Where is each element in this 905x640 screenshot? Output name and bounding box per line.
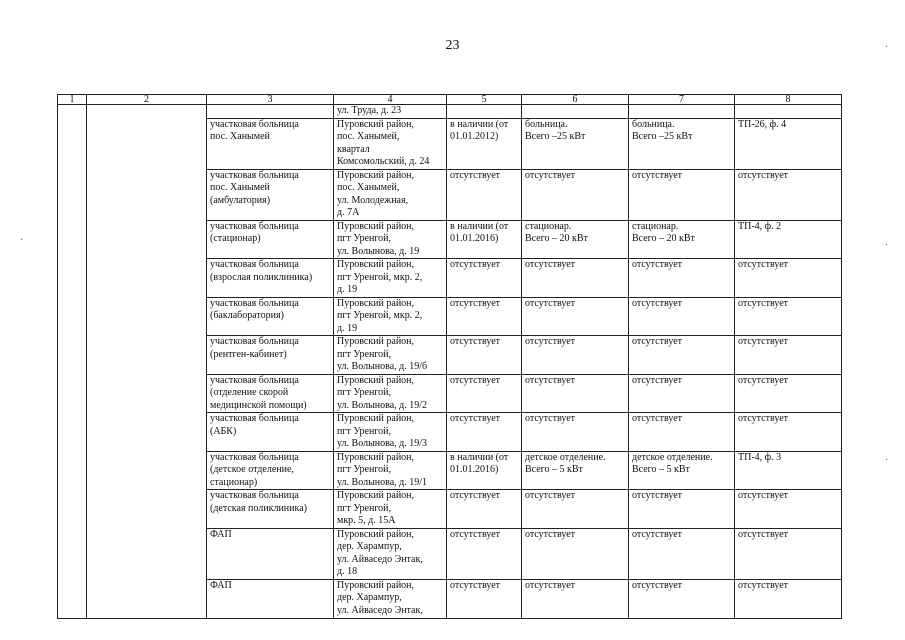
table-cell-c5: отсутствует [447, 374, 522, 413]
table-cell-c7 [629, 105, 735, 119]
table-cell-c4: Пуровский район, пгт Уренгой, мкр. 2, д. 19 [334, 297, 447, 336]
column-header: 1 [58, 95, 87, 105]
table-cell-c4: Пуровский район, пгт Уренгой, мкр. 5, д. 15А [334, 490, 447, 529]
table-cell-c5: отсутствует [447, 413, 522, 452]
table-cell-c4: Пуровский район, пгт Уренгой, ул. Волынова, д. 19/2 [334, 374, 447, 413]
table-cell-c3: участковая больница (стационар) [207, 220, 334, 259]
table-cell-c4: Пуровский район, пос. Ханымей, ул. Молодежная, д. 7А [334, 169, 447, 220]
column-header: 5 [447, 95, 522, 105]
table-cell-c4: Пуровский район, пос. Ханымей, квартал Комсомольский, д. 24 [334, 118, 447, 169]
table-cell-c4: Пуровский район, пгт Уренгой, ул. Волынова, д. 19/3 [334, 413, 447, 452]
table-cell-c5: отсутствует [447, 169, 522, 220]
table-cell-c3: участковая больница пос. Ханымей [207, 118, 334, 169]
merged-empty-cell [87, 105, 207, 619]
table-cell-c8: отсутствует [735, 490, 842, 529]
scan-mark: · [885, 42, 889, 53]
table-cell-c5: отсутствует [447, 528, 522, 579]
table-cell-c5: отсутствует [447, 259, 522, 298]
table-cell-c5: отсутствует [447, 579, 522, 618]
table-cell-c6: отсутствует [522, 169, 629, 220]
data-table [57, 94, 842, 619]
table-cell-c8: отсутствует [735, 413, 842, 452]
table-cell-c7: отсутствует [629, 528, 735, 579]
table-cell-c4: Пуровский район, пгт Уренгой, ул. Волынова, д. 19/б [334, 336, 447, 375]
table-cell-c6: отсутствует [522, 336, 629, 375]
table-cell-c3: участковая больница (детское отделение, стационар) [207, 451, 334, 490]
table-cell-c4: Пуровский район, пгт Уренгой, ул. Волынова, д. 19/1 [334, 451, 447, 490]
table-cell-c7: детское отделение. Всего – 5 кВт [629, 451, 735, 490]
table-cell-c3: участковая больница (баклаборатория) [207, 297, 334, 336]
table-cell-c7: отсутствует [629, 579, 735, 618]
table-cell-c4: Пуровский район, дер. Харампур, ул. Айваседо Энтак, д. 18 [334, 528, 447, 579]
table-cell-c8: отсутствует [735, 169, 842, 220]
table-cell-c4: ул. Труда, д. 23 [334, 105, 447, 119]
table-cell-c6: отсутствует [522, 413, 629, 452]
column-header: 7 [629, 95, 735, 105]
column-header: 6 [522, 95, 629, 105]
table-cell-c6: отсутствует [522, 490, 629, 529]
table-header-row [58, 95, 842, 105]
table-cell-c5: в наличии (от 01.01.2016) [447, 451, 522, 490]
page-number: 23 [445, 38, 460, 53]
table-body [58, 95, 842, 619]
table-cell-c8: отсутствует [735, 528, 842, 579]
table-cell-c6: стационар. Всего – 20 кВт [522, 220, 629, 259]
table-cell-c7: отсутствует [629, 413, 735, 452]
column-header: 2 [87, 95, 207, 105]
table-cell-c8: отсутствует [735, 374, 842, 413]
table-cell-c3: ФАП [207, 579, 334, 618]
table-cell-c8: отсутствует [735, 297, 842, 336]
table-cell-c7: отсутствует [629, 297, 735, 336]
table-cell-c3 [207, 105, 334, 119]
table-cell-c6: детское отделение. Всего – 5 кВт [522, 451, 629, 490]
table-cell-c6: больница. Всего –25 кВт [522, 118, 629, 169]
table-cell-c3: участковая больница пос. Ханымей (амбулатория) [207, 169, 334, 220]
table-cell-c5: отсутствует [447, 297, 522, 336]
table-cell-c4: Пуровский район, дер. Харампур, ул. Айваседо Энтак, [334, 579, 447, 618]
table-cell-c3: участковая больница (отделение скорой медицинской помощи) [207, 374, 334, 413]
table-cell-c6: отсутствует [522, 259, 629, 298]
table-cell-c7: стационар. Всего – 20 кВт [629, 220, 735, 259]
table-cell-c6 [522, 105, 629, 119]
table-cell-c4: Пуровский район, пгт Уренгой, ул. Волынова, д. 19 [334, 220, 447, 259]
table-cell-c7: отсутствует [629, 259, 735, 298]
table-cell-c7: отсутствует [629, 490, 735, 529]
table-cell-c8: ТП-4, ф. 2 [735, 220, 842, 259]
table-cell-c5: отсутствует [447, 336, 522, 375]
table-cell-c3: участковая больница (детская поликлиника) [207, 490, 334, 529]
table-cell-c6: отсутствует [522, 579, 629, 618]
table-row [58, 105, 842, 119]
column-header: 4 [334, 95, 447, 105]
table-cell-c5: в наличии (от 01.01.2016) [447, 220, 522, 259]
table-cell-c7: отсутствует [629, 374, 735, 413]
table-cell-c8 [735, 105, 842, 119]
table-cell-c4: Пуровский район, пгт Уренгой, мкр. 2, д. 19 [334, 259, 447, 298]
table-cell-c3: ФАП [207, 528, 334, 579]
table-cell-c3: участковая больница (взрослая поликлиника) [207, 259, 334, 298]
table-cell-c7: больница. Всего –25 кВт [629, 118, 735, 169]
table-cell-c8: ТП-4, ф. 3 [735, 451, 842, 490]
table-cell-c7: отсутствует [629, 169, 735, 220]
table-cell-c8: отсутствует [735, 579, 842, 618]
scan-mark: · [20, 235, 24, 246]
scan-mark: · [885, 455, 889, 466]
table-cell-c8: отсутствует [735, 259, 842, 298]
table-cell-c8: отсутствует [735, 336, 842, 375]
table-cell-c5: отсутствует [447, 490, 522, 529]
table-cell-c3: участковая больница (рентген-кабинет) [207, 336, 334, 375]
table-cell-c3: участковая больница (АБК) [207, 413, 334, 452]
table-cell-c5 [447, 105, 522, 119]
scan-mark: · [885, 240, 889, 251]
column-header: 3 [207, 95, 334, 105]
table-cell-c6: отсутствует [522, 297, 629, 336]
table-cell-c6: отсутствует [522, 528, 629, 579]
table-cell-c7: отсутствует [629, 336, 735, 375]
column-header: 8 [735, 95, 842, 105]
table-cell-c6: отсутствует [522, 374, 629, 413]
merged-empty-cell [58, 105, 87, 619]
table-cell-c8: ТП-26, ф. 4 [735, 118, 842, 169]
table-cell-c5: в наличии (от 01.01.2012) [447, 118, 522, 169]
